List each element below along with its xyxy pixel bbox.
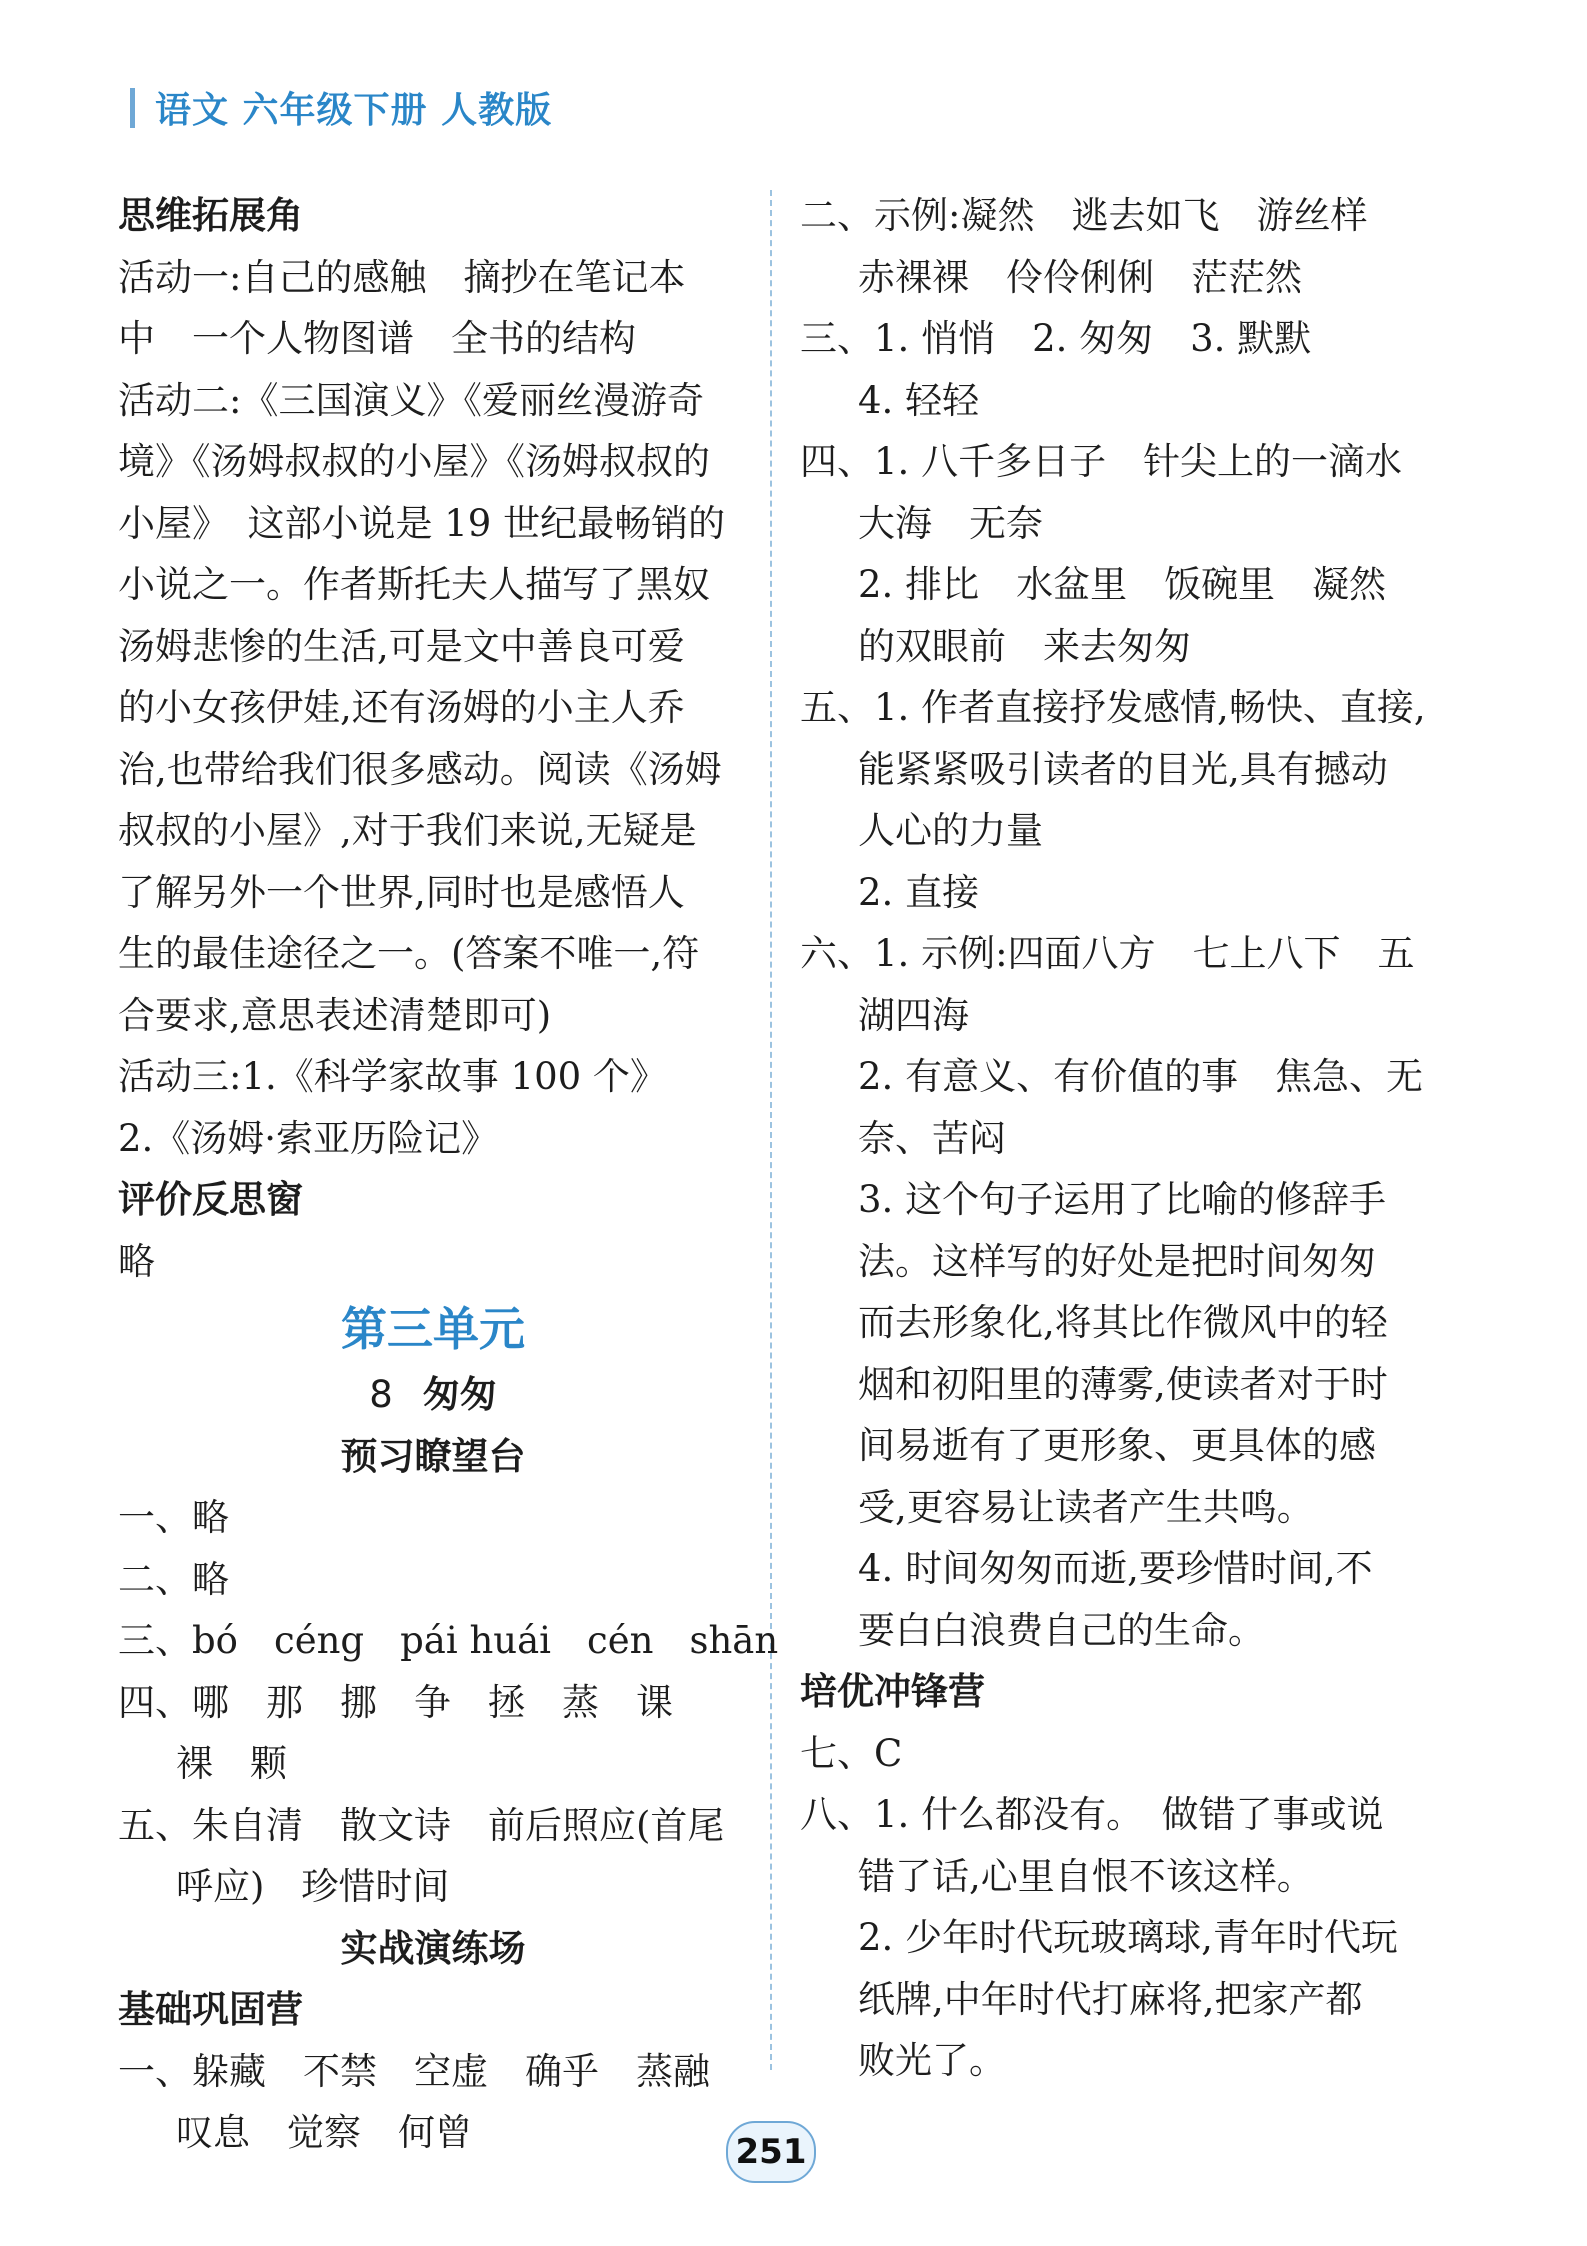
answer-line: 4. 轻轻: [858, 378, 980, 422]
answer-line: 大海 无奈: [858, 501, 1043, 545]
answer-line: 七、C: [800, 1731, 903, 1775]
subsection-preview: 预习瞭望台: [340, 1434, 526, 1478]
answer-line: 六、1. 示例:四面八方 七上八下 五: [800, 932, 1415, 975]
answer-line: 了解另外一个世界,同时也是感悟人: [118, 870, 685, 914]
answer-line: 四、1. 八千多日子 针尖上的一滴水: [800, 440, 1403, 483]
answer-line: 的小女孩伊娃,还有汤姆的小主人乔: [118, 686, 685, 729]
answer-line: 一、躲藏 不禁 空虚 确乎 蒸融: [118, 2049, 710, 2093]
pinyin-answer-line: [118, 1610, 779, 1672]
answer-line: 奈、苦闷: [858, 1116, 1006, 1160]
answer-line: 要白白浪费自己的生命。: [858, 1608, 1265, 1652]
answer-line: 五、朱自清 散文诗 前后照应(首尾: [118, 1803, 725, 1847]
answer-line: 2. 直接: [858, 870, 980, 914]
lesson-number: 8: [369, 1373, 393, 1416]
answer-line: 烟和初阳里的薄雾,使读者对于时: [858, 1362, 1388, 1406]
right-column: [800, 185, 1440, 2092]
answer-line: 略: [118, 1239, 155, 1283]
answer-line: 汤姆悲惨的生活,可是文中善良可爱: [118, 624, 685, 668]
answer-line: 3. 这个句子运用了比喻的修辞手: [858, 1178, 1387, 1221]
answer-line: 赤裸裸 伶伶俐俐 茫茫然: [858, 255, 1302, 299]
column-divider: [770, 190, 772, 2070]
pinyin-item: shān: [689, 1619, 779, 1662]
answer-line: 而去形象化,将其比作微风中的轻: [858, 1301, 1388, 1344]
answer-line: 生的最佳途径之一。(答案不唯一,符: [118, 932, 700, 975]
answer-line: 错了话,心里自恨不该这样。: [858, 1854, 1314, 1898]
answer-line: 呼应) 珍惜时间: [176, 1865, 450, 1908]
answer-line: 二、示例:凝然 逃去如飞 游丝样: [800, 194, 1368, 237]
left-column: [118, 185, 779, 2164]
answer-line: 治,也带给我们很多感动。阅读《汤姆: [118, 747, 722, 791]
answer-line: 小屋》 这部小说是 19 世纪最畅销的: [118, 501, 726, 545]
answer-line: 裸 颗: [176, 1742, 287, 1785]
pinyin-item: pái huái: [400, 1619, 551, 1662]
answer-line: 败光了。: [858, 2039, 1006, 2082]
answer-line: 2. 排比 水盆里 饭碗里 凝然: [858, 563, 1387, 606]
answer-line: 一、略: [118, 1496, 229, 1539]
question-label: 三、: [118, 1619, 192, 1662]
answer-line: 活动二:《三国演义》《爱丽丝漫游奇: [118, 378, 704, 422]
page-number: 251: [726, 2121, 816, 2183]
pinyin-item: cén: [587, 1619, 654, 1662]
pinyin-item: céng: [273, 1619, 365, 1662]
header-accent-bar: [130, 88, 135, 128]
answer-line: 法。这样写的好处是把时间匆匆: [858, 1239, 1376, 1283]
answer-line: 叔叔的小屋》,对于我们来说,无疑是: [118, 809, 697, 852]
lesson-title: 匆匆: [422, 1373, 497, 1416]
header-title: 语文 六年级下册 人教版: [155, 90, 553, 131]
answer-line: 合要求,意思表述清楚即可): [118, 993, 552, 1037]
subsection-practice: 实战演练场: [340, 1926, 526, 1970]
unit-title: 第三单元: [341, 1302, 525, 1356]
answer-line: 境》《汤姆叔叔的小屋》《汤姆叔叔的: [118, 440, 710, 483]
answer-line: 能紧紧吸引读者的目光,具有撼动: [858, 747, 1388, 791]
answer-line: 中 一个人物图谱 全书的结构: [118, 317, 636, 360]
answer-line: 小说之一。作者斯托夫人描写了黑奴: [118, 563, 710, 606]
answer-line: 三、1. 悄悄 2. 匆匆 3. 默默: [800, 317, 1312, 360]
answer-line: 湖四海: [858, 993, 969, 1037]
answer-line: 活动一:自己的感触 摘抄在笔记本: [118, 255, 686, 299]
answer-line: 间易逝有了更形象、更具体的感: [858, 1424, 1376, 1467]
answer-line: 五、1. 作者直接抒发感情,畅快、直接,: [800, 686, 1426, 729]
answer-line: 受,更容易让读者产生共鸣。: [858, 1485, 1314, 1529]
section-title-advanced: 培优冲锋营: [800, 1670, 985, 1713]
section-title-reflection: 评价反思窗: [118, 1178, 303, 1221]
answer-line: 人心的力量: [858, 809, 1043, 852]
answer-line: 八、1. 什么都没有。 做错了事或说: [800, 1793, 1384, 1836]
answer-line: 二、略: [118, 1557, 229, 1601]
section-title-basics: 基础巩固营: [118, 1988, 303, 2031]
answer-line: 4. 时间匆匆而逝,要珍惜时间,不: [858, 1547, 1373, 1590]
answer-line: 2. 少年时代玩玻璃球,青年时代玩: [858, 1916, 1398, 1959]
answer-line: 四、哪 那 挪 争 拯 蒸 课: [118, 1680, 673, 1724]
section-title-thinking: 思维拓展角: [118, 194, 303, 237]
lesson-heading: [118, 1364, 748, 1426]
answer-line: 活动三:1.《科学家故事 100 个》: [118, 1055, 667, 1098]
answer-line: 2. 有意义、有价值的事 焦急、无: [858, 1055, 1424, 1098]
pinyin-item: bó: [192, 1619, 238, 1662]
answer-line: 的双眼前 来去匆匆: [858, 624, 1191, 668]
answer-line: 叹息 觉察 何曾: [176, 2111, 472, 2154]
answer-line: 2.《汤姆·索亚历险记》: [118, 1116, 499, 1160]
answer-line: 纸牌,中年时代打麻将,把家产都: [858, 1977, 1363, 2021]
